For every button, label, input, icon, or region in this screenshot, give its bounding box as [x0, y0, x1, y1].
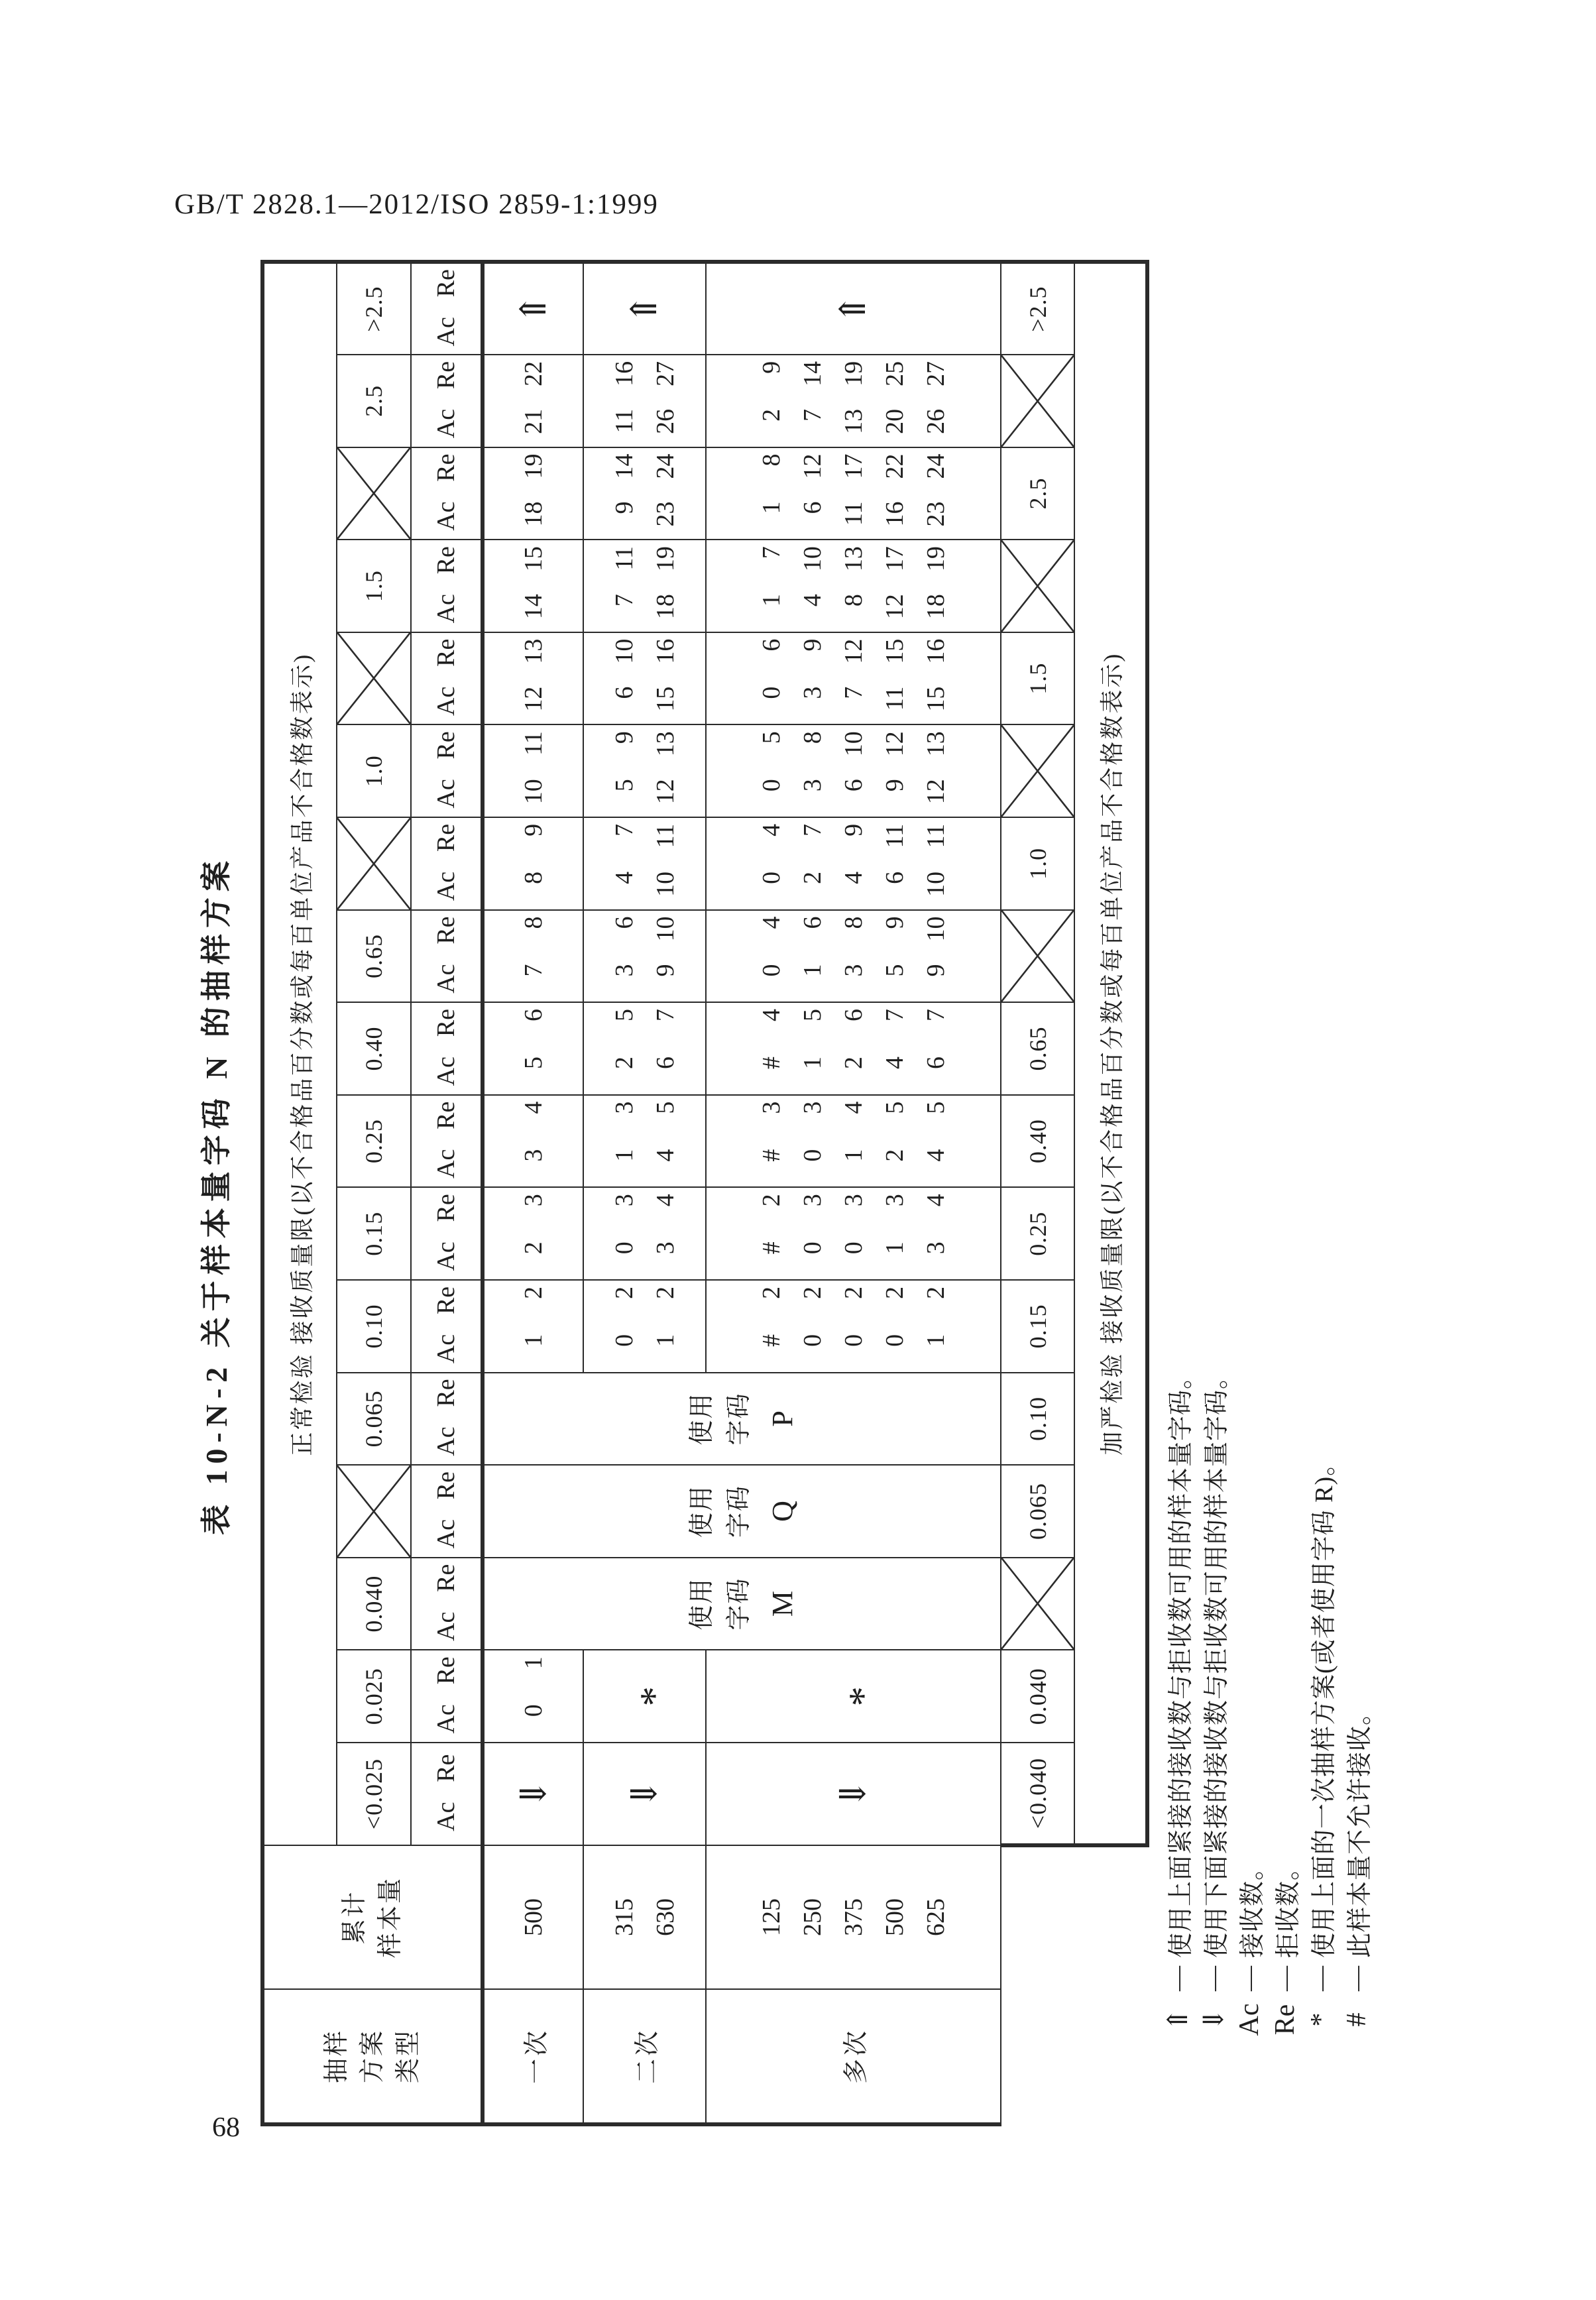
footnote-text: 拒收数。 [1274, 1854, 1302, 1958]
footnote-text: 此样本量不允许接收。 [1345, 1699, 1374, 1958]
sampling-table [260, 260, 1149, 2126]
data-cell [583, 1650, 706, 1743]
acre-header-cell: Ac Re [411, 1465, 483, 1558]
data-cell: 18 19 [483, 447, 583, 540]
footnote-dash: — [1271, 1966, 1299, 1991]
data-cell: 7 11 18 19 [583, 540, 706, 632]
plan-type-cell: 二次 [583, 1989, 706, 2124]
footnote-dash: — [1200, 1966, 1227, 1991]
data-cell: 12 13 [483, 632, 583, 725]
aql-tightened-cell: 2.5 [1001, 447, 1074, 540]
aql-normal-cell: 2.5 [337, 355, 411, 447]
sample-size-cell: 500 [483, 1845, 583, 1989]
table-title: 表 10-N-2 关于样本量字码 N 的抽样方案 [200, 854, 233, 1536]
asterisk-icon: * [632, 1686, 676, 1707]
aql-normal-cell: 0.25 [337, 1095, 411, 1188]
data-cell [483, 262, 583, 355]
aql-normal-cell [337, 632, 411, 725]
crossed-out-icon [337, 633, 410, 724]
crossed-out-icon [337, 448, 410, 540]
aql-normal-cell: 0.025 [337, 1650, 411, 1743]
crossed-out-icon [1001, 540, 1074, 632]
doc-header: GB/T 2828.1—2012/ISO 2859-1:1999 [174, 189, 659, 220]
aql-normal-cell: 0.40 [337, 1002, 411, 1095]
data-cell: 0 2 1 2 [583, 1280, 706, 1373]
tightened-inspection-header: 加严检验 接收质量限(以不合格品百分数或每百单位产品不合格数表示) [1074, 262, 1147, 1845]
data-cell: 1 7 4 10 8 13 12 17 18 19 [706, 540, 1001, 632]
data-cell: 10 11 [483, 724, 583, 817]
aql-tightened-cell: 0.15 [1001, 1280, 1074, 1373]
crossed-out-icon [1001, 1558, 1074, 1650]
data-cell: 4 7 10 11 [583, 817, 706, 910]
aql-tightened-cell [1001, 540, 1074, 632]
data-cell: 2 3 [483, 1187, 583, 1280]
aql-normal-cell [337, 447, 411, 540]
data-cell: 0 4 1 6 3 8 5 9 9 10 [706, 910, 1001, 1003]
footnote-symbol: * [1306, 2012, 1336, 2027]
data-cell: 0 6 3 9 7 12 11 15 15 16 [706, 632, 1001, 725]
ghost-cell [1074, 1845, 1147, 2124]
footnote-line [1339, 469, 1375, 2048]
footnote-text: 使用下面紧接的接收数与拒收数可用的样本量字码。 [1202, 1363, 1231, 1958]
acre-header-cell: Ac Re [411, 447, 483, 540]
data-cell: 11 16 26 27 [583, 355, 706, 447]
rotated-table-area [179, 259, 1398, 2134]
aql-normal-cell: 0.040 [337, 1558, 411, 1650]
acre-header-cell: Ac Re [411, 1280, 483, 1373]
data-cell: # 2 0 2 0 2 0 2 1 2 [706, 1280, 1001, 1373]
aql-tightened-cell [1001, 910, 1074, 1003]
double-up-arrow-icon: ⇑ [624, 294, 664, 324]
acre-header-cell: Ac Re [411, 1558, 483, 1650]
footnote-symbol: ⇓ [1199, 2008, 1229, 2032]
aql-normal-cell: 0.10 [337, 1280, 411, 1373]
acre-header-cell: Ac Re [411, 1650, 483, 1743]
data-cell [706, 1650, 1001, 1743]
footnote-line [1196, 469, 1231, 2048]
aql-tightened-cell: 0.040 [1001, 1650, 1074, 1743]
data-cell: 5 6 [483, 1002, 583, 1095]
aql-normal-cell: 0.65 [337, 910, 411, 1003]
acre-header-cell: Ac Re [411, 1187, 483, 1280]
aql-tightened-cell: 0.10 [1001, 1373, 1074, 1466]
use-code-cell: 使用 字码 P [483, 1373, 1001, 1466]
acre-header-cell: Ac Re [411, 817, 483, 910]
plan-type-cell: 一次 [483, 1989, 583, 2124]
acre-header-cell: Ac Re [411, 910, 483, 1003]
acre-header-cell: Ac Re [411, 1002, 483, 1095]
data-cell [483, 1743, 583, 1845]
footnote-symbol: # [1341, 2012, 1372, 2027]
aql-normal-cell: 0.15 [337, 1187, 411, 1280]
acre-header-cell: Ac Re [411, 1373, 483, 1466]
aql-tightened-cell: 0.40 [1001, 1095, 1074, 1188]
data-cell [706, 262, 1001, 355]
footnote-line [1267, 469, 1303, 2048]
data-cell: # 3 0 3 1 4 2 5 4 5 [706, 1095, 1001, 1188]
data-cell: 3 4 [483, 1095, 583, 1188]
aql-normal-cell [337, 817, 411, 910]
data-cell: 1 8 6 12 11 17 16 22 23 24 [706, 447, 1001, 540]
data-cell [583, 262, 706, 355]
normal-inspection-header: 正常检验 接收质量限(以不合格品百分数或每百单位产品不合格数表示) [262, 262, 337, 1845]
data-cell: # 2 0 3 0 3 1 3 3 4 [706, 1187, 1001, 1280]
data-cell: 0 3 3 4 [583, 1187, 706, 1280]
data-cell: 5 9 12 13 [583, 724, 706, 817]
page-number: 68 [212, 2112, 240, 2143]
aql-normal-cell: <0.025 [337, 1743, 411, 1845]
acre-header-cell: Ac Re [411, 1095, 483, 1188]
aql-tightened-cell: 1.0 [1001, 817, 1074, 910]
acre-header-cell: Ac Re [411, 632, 483, 725]
double-down-arrow-icon: ⇓ [624, 1778, 664, 1810]
acre-header-cell: Ac Re [411, 1743, 483, 1845]
data-cell: 1 3 4 5 [583, 1095, 706, 1188]
aql-tightened-cell: 0.65 [1001, 1002, 1074, 1095]
footnote-dash: — [1164, 1966, 1192, 1991]
aql-normal-cell: 0.065 [337, 1373, 411, 1466]
aql-tightened-cell: >2.5 [1001, 262, 1074, 355]
aql-tightened-cell: 0.25 [1001, 1187, 1074, 1280]
double-up-arrow-icon: ⇑ [513, 294, 553, 324]
data-cell: 21 22 [483, 355, 583, 447]
footnote-line [1231, 469, 1267, 2048]
footnotes [1160, 469, 1375, 2126]
data-cell: 0 4 2 7 4 9 6 11 10 11 [706, 817, 1001, 910]
sampling-table-body [262, 262, 1147, 2124]
use-code-cell: 使用 字码 Q [483, 1465, 1001, 1558]
data-cell [583, 1743, 706, 1845]
aql-tightened-cell [1001, 724, 1074, 817]
data-cell: 2 5 6 7 [583, 1002, 706, 1095]
corner-plan-type-header: 抽样 方案 类型 [262, 1989, 483, 2124]
asterisk-icon: * [840, 1686, 885, 1707]
data-cell: 0 1 [483, 1650, 583, 1743]
footnote-symbol: ⇑ [1163, 2008, 1194, 2032]
footnote-line [1160, 469, 1196, 2048]
double-down-arrow-icon: ⇓ [513, 1778, 553, 1810]
aql-tightened-cell: <0.040 [1001, 1743, 1074, 1845]
aql-tightened-cell: 0.065 [1001, 1465, 1074, 1558]
footnote-symbol: Ac [1234, 2003, 1265, 2036]
aql-tightened-cell: 1.5 [1001, 632, 1074, 725]
data-cell: 6 10 15 16 [583, 632, 706, 725]
sample-size-cell: 315 630 [583, 1845, 706, 1989]
data-cell: # 4 1 5 2 6 4 7 6 7 [706, 1002, 1001, 1095]
aql-normal-cell [337, 1465, 411, 1558]
data-cell: 9 14 23 24 [583, 447, 706, 540]
crossed-out-icon [337, 1466, 410, 1557]
acre-header-cell: Ac Re [411, 724, 483, 817]
acre-header-cell: Ac Re [411, 540, 483, 632]
aql-tightened-cell [1001, 1558, 1074, 1650]
aql-tightened-cell [1001, 355, 1074, 447]
footnote-dash: — [1307, 1966, 1335, 1991]
data-cell: 3 6 9 10 [583, 910, 706, 1003]
crossed-out-icon [1001, 355, 1074, 447]
data-cell: 0 5 3 8 6 10 9 12 12 13 [706, 724, 1001, 817]
double-up-arrow-icon: ⇑ [833, 294, 873, 324]
footnote-text: 接收数。 [1238, 1854, 1267, 1958]
crossed-out-icon [337, 818, 410, 909]
acre-header-cell: Ac Re [411, 355, 483, 447]
data-cell: 14 15 [483, 540, 583, 632]
double-down-arrow-icon: ⇓ [833, 1778, 873, 1810]
footnote-symbol: Re [1270, 2004, 1300, 2036]
ghost-cell [1001, 1845, 1074, 2124]
plan-type-cell: 多次 [706, 1989, 1001, 2124]
sample-size-cell: 125 250 375 500 625 [706, 1845, 1001, 1989]
footnote-line [1303, 469, 1339, 2048]
footnote-dash: — [1235, 1966, 1263, 1991]
footnote-text: 使用上面的一次抽样方案(或者使用字码 R)。 [1310, 1450, 1338, 1958]
footnote-text: 使用上面紧接的接收数与拒收数可用的样本量字码。 [1167, 1363, 1195, 1958]
data-cell: 2 9 7 14 13 19 20 25 26 27 [706, 355, 1001, 447]
use-code-cell: 使用 字码 M [483, 1558, 1001, 1650]
corner-cum-size-header: 累计 样本量 [262, 1845, 483, 1989]
data-cell: 1 2 [483, 1280, 583, 1373]
footnote-dash: — [1343, 1966, 1371, 1991]
aql-normal-cell: 1.5 [337, 540, 411, 632]
crossed-out-icon [1001, 725, 1074, 817]
data-cell: 8 9 [483, 817, 583, 910]
data-cell: 7 8 [483, 910, 583, 1003]
crossed-out-icon [1001, 911, 1074, 1002]
acre-header-cell: Ac Re [411, 262, 483, 355]
aql-normal-cell: >2.5 [337, 262, 411, 355]
aql-normal-cell: 1.0 [337, 724, 411, 817]
data-cell [706, 1743, 1001, 1845]
